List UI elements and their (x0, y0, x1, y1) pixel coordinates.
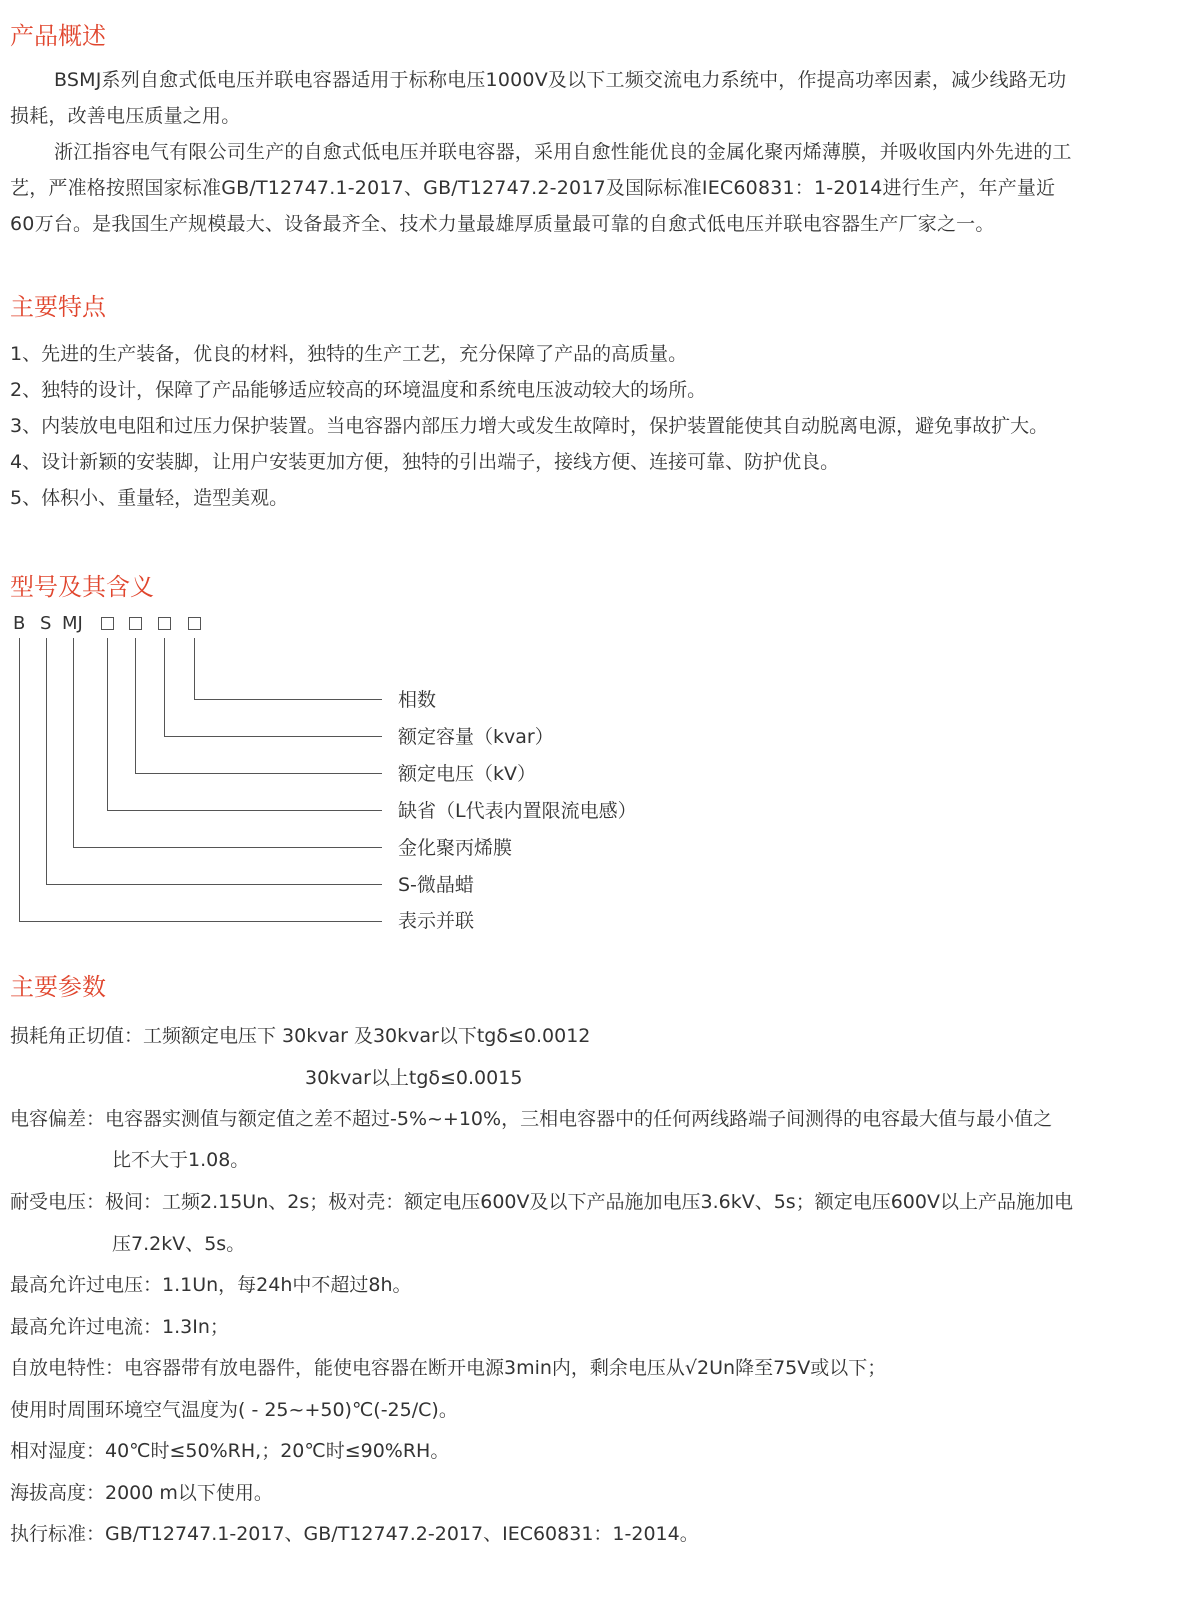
feature-item: 2、独特的设计，保障了产品能够适应较高的环境温度和系统电压波动较大的场所。 (10, 379, 707, 401)
leader-line (194, 638, 195, 700)
param-loss-tangent: 损耗角正切值：工频额定电压下 30kvar 及30kvar以下tgδ≤0.0012 (10, 1025, 591, 1047)
code-letter-b: B (13, 613, 26, 634)
leader-line (135, 773, 382, 774)
leader-line (164, 638, 165, 737)
leader-line (73, 638, 74, 848)
overview-p1-line1: BSMJ系列自愈式低电压并联电容器适用于标称电压1000V及以下工频交流电力系统中，作提高功率因素，减少线路无功 (54, 69, 1067, 91)
leader-line (107, 638, 108, 811)
param-standard: 执行标准：GB/T12747.1-2017、GB/T12747.2-2017、IEC60831：1-2014。 (10, 1523, 699, 1545)
model-title: 型号及其含义 (10, 573, 154, 601)
param-max-overcurrent: 最高允许过电流：1.3In； (10, 1316, 229, 1338)
leader-line (46, 638, 47, 885)
param-ambient-temperature: 使用时周围环境空气温度为( - 25~+50)℃(-25/C)。 (10, 1399, 458, 1421)
leader-line (73, 847, 382, 848)
overview-p2-line1: 浙江指容电气有限公司生产的自愈式低电压并联电容器，采用自愈性能优良的金属化聚丙烯薄膜，并吸收国内外先进的工 (54, 141, 1072, 163)
param-altitude: 海拔高度：2000 m以下使用。 (10, 1482, 273, 1504)
param-withstand-voltage-cont: 压7.2kV、5s。 (112, 1233, 246, 1255)
legend-parallel: 表示并联 (398, 910, 475, 932)
code-placeholder-box (158, 617, 171, 630)
overview-p2-line3: 60万台。是我国生产规模最大、设备最齐全、技术力量最雄厚质量最可靠的自愈式低电压并联电容器生产厂家之一。 (10, 213, 995, 235)
feature-item: 1、先进的生产装备，优良的材料，独特的生产工艺，充分保障了产品的高质量。 (10, 343, 688, 365)
param-humidity: 相对湿度：40℃时≤50%RH,；20℃时≤90%RH。 (10, 1440, 450, 1462)
legend-film: 金化聚丙烯膜 (398, 837, 513, 859)
leader-line (46, 884, 382, 885)
param-self-discharge: 自放电特性：电容器带有放电器件，能使电容器在断开电源3min内，剩余电压从√2Un降至75V或以下； (10, 1357, 887, 1379)
param-max-overvoltage: 最高允许过电压：1.1Un，每24h中不超过8h。 (10, 1274, 412, 1296)
code-placeholder-box (129, 617, 142, 630)
legend-default-inductor: 缺省（L代表内置限流电感） (398, 800, 637, 822)
param-loss-tangent-cont: 30kvar以上tgδ≤0.0015 (305, 1067, 523, 1089)
legend-phase: 相数 (398, 689, 437, 711)
code-placeholder-box (101, 617, 114, 630)
leader-line (164, 736, 382, 737)
legend-rated-voltage: 额定电压（kV） (398, 763, 537, 785)
overview-p2-line2: 艺，严准格按照国家标准GB/T12747.1-2017、GB/T12747.2-2017及国际标准IEC60831：1-2014进行生产，年产量近 (10, 177, 1056, 199)
param-capacitance-deviation-cont: 比不大于1.08。 (112, 1149, 250, 1171)
feature-item: 4、设计新颖的安装脚，让用户安装更加方便，独特的引出端子，接线方便、连接可靠、防护优良。 (10, 451, 840, 473)
leader-line (19, 638, 20, 922)
leader-line (19, 921, 382, 922)
overview-title: 产品概述 (10, 22, 106, 50)
overview-paragraph-1 (10, 62, 1160, 134)
code-letter-s: S (40, 613, 52, 634)
legend-wax: S-微晶蜡 (398, 874, 474, 896)
code-placeholder-box (188, 617, 201, 630)
feature-item: 3、内装放电电阻和过压力保护装置。当电容器内部压力增大或发生故障时，保护装置能使其自动脱离电源，避免事故扩大。 (10, 415, 1049, 437)
params-title: 主要参数 (10, 973, 106, 1001)
feature-item: 5、体积小、重量轻，造型美观。 (10, 487, 289, 509)
features-title: 主要特点 (10, 293, 106, 321)
param-capacitance-deviation: 电容偏差：电容器实测值与额定值之差不超过-5%~+10%，三相电容器中的任何两线路端子间测得的电容最大值与最小值之 (10, 1108, 1053, 1130)
legend-rated-capacity: 额定容量（kvar） (398, 726, 554, 748)
leader-line (107, 810, 382, 811)
leader-line (194, 699, 382, 700)
overview-p1-line2: 损耗，改善电压质量之用。 (10, 105, 241, 127)
overview-paragraph-2 (10, 134, 1160, 242)
leader-line (135, 638, 136, 774)
code-letter-mj: MJ (62, 613, 83, 634)
param-withstand-voltage: 耐受电压：极间：工频2.15Un、2s；极对壳：额定电压600V及以下产品施加电压3.6kV、5s；额定电压600V以上产品施加电 (10, 1191, 1073, 1213)
